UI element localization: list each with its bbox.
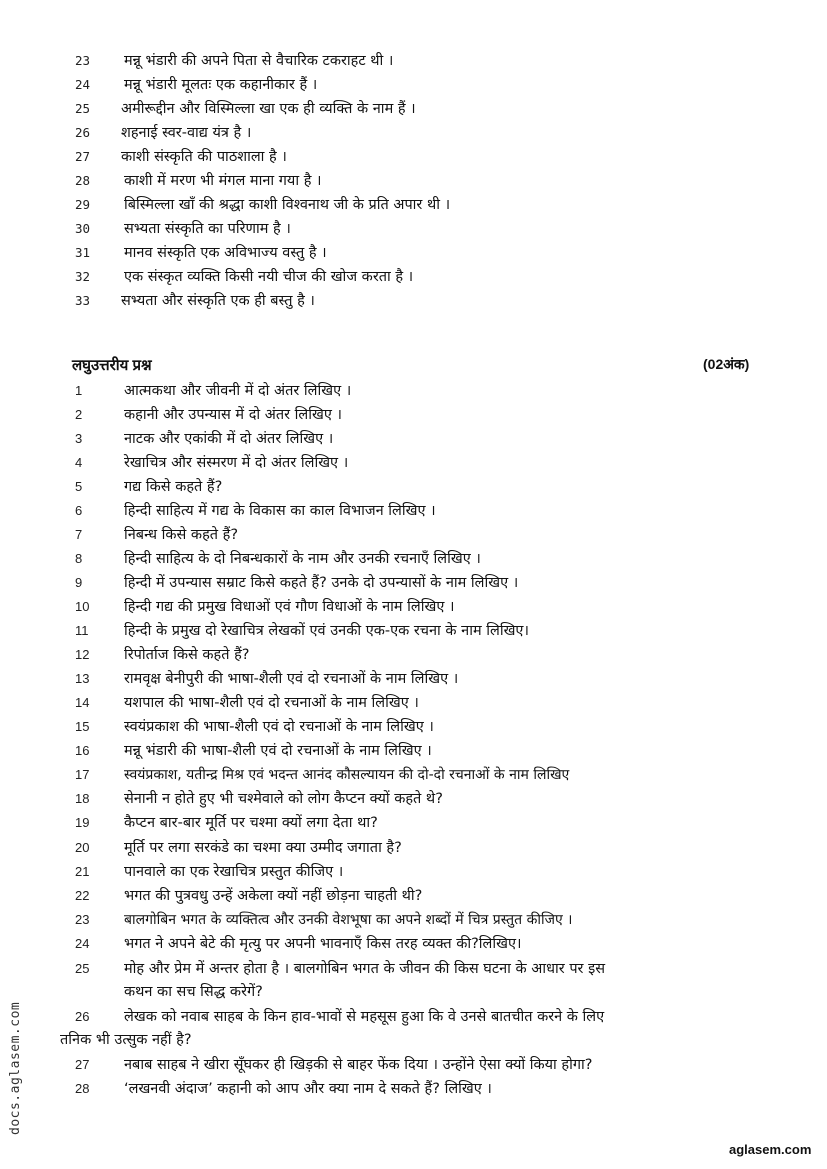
question-text: नबाब साहब ने खीरा सूँघकर ही खिड़की से बाहर फेंक दिया । उन्होंने ऐसा क्यों किया होगा? [124,1057,593,1073]
question-text: पानवाले का एक रेखाचित्र प्रस्तुत कीजिए । [124,864,344,880]
question-text: रेखाचित्र और संस्मरण में दो अंतर लिखिए । [124,455,349,471]
question-number: 14 [75,695,90,710]
question-item [0,595,827,619]
question-text: भगत ने अपने बेटे की मृत्यु पर अपनी भावनाएँ किस तरह व्यक्त की?लिखिए। [124,936,522,952]
question-number: 26 [75,1009,90,1024]
question-item [0,499,827,523]
question-text: हिन्दी साहित्य के दो निबन्धकारों के नाम और उनकी रचनाएँ लिखिए । [124,551,481,567]
question-number: 18 [75,791,90,806]
question-number: 9 [75,575,83,590]
question-number: 10 [75,599,90,614]
question-item [0,571,827,595]
question-number: 28 [75,1081,90,1096]
question-number: 8 [75,551,83,566]
question-item [0,739,827,763]
item-number: 25 [75,101,91,116]
list-item [0,289,827,313]
question-item [0,836,827,860]
item-number: 32 [75,269,91,284]
list-item [0,193,827,217]
question-text: मोह और प्रेम में अन्तर होता है । बालगोबिन भगत के जीवन की किस घटना के आधार पर इस [124,961,606,977]
item-text: अमीरूद्दीन और विस्मिल्ला खा एक ही व्यक्ति के नाम हैं । [121,101,416,117]
question-number: 6 [75,503,83,518]
item-number: 33 [75,293,91,308]
question-item [0,811,827,835]
list-item [0,73,827,97]
question-text: बालगोबिन भगत के व्यक्तित्व और उनकी वेशभूषा का अपने शब्दों में चित्र प्रस्तुत कीजिए । [124,912,573,928]
question-text: स्वयंप्रकाश, यतीन्द्र मिश्र एवं भदन्त आनंद कौसल्यायन की दो-दो रचनाओं के नाम लिखिए [124,767,570,783]
section-marks: (02अंक) [703,356,750,372]
question-number: 2 [75,407,83,422]
item-text: मन्नू भंडारी मूलतः एक कहानीकार हैं । [124,77,318,93]
item-number: 30 [75,221,91,236]
question-text: मूर्ति पर लगा सरकंडे का चश्मा क्या उम्मीद जगाता है? [124,840,402,856]
question-text: मन्नू भंडारी की भाषा-शैली एवं दो रचनाओं के नाम लिखिए । [124,743,432,759]
question-number: 11 [75,623,89,638]
item-number: 27 [75,149,91,164]
item-text: मानव संस्कृति एक अविभाज्य वस्तु है । [124,245,327,261]
question-text: नाटक और एकांकी में दो अंतर लिखिए । [124,431,334,447]
question-item [0,1005,827,1029]
question-item [0,884,827,908]
question-text: हिन्दी साहित्य में गद्य के विकास का काल विभाजन लिखिए । [124,503,436,519]
list-item [0,145,827,169]
question-text: यशपाल की भाषा-शैली एवं दो रचनाओं के नाम लिखिए । [124,695,419,711]
question-item [0,691,827,715]
item-text: एक संस्कृत व्यक्ति किसी नयी चीज की खोज करता है । [124,269,414,285]
item-text: काशी संस्कृति की पाठशाला है । [121,149,287,165]
question-item [0,427,827,451]
question-item [0,932,827,956]
question-item [0,475,827,499]
item-number: 29 [75,197,91,212]
question-item [0,379,827,403]
question-item [0,619,827,643]
question-text: गद्य किसे कहते हैं? [124,479,223,495]
question-item [0,715,827,739]
item-text: मन्नू भंडारी की अपने पिता से वैचारिक टकराहट थी । [124,53,394,69]
question-number: 20 [75,840,90,855]
list-item [0,97,827,121]
item-text: बिस्मिल्ला खाँ की श्रद्धा काशी विश्वनाथ जी के प्रति अपार थी । [124,197,451,213]
question-continuation [0,1028,827,1052]
question-item [0,667,827,691]
question-text: रिपोर्ताज किसे कहते हैं? [124,647,250,663]
item-number: 23 [75,53,91,68]
question-number: 23 [75,912,90,927]
question-number: 25 [75,961,90,976]
question-number: 15 [75,719,90,734]
question-text: हिन्दी गद्य की प्रमुख विधाओं एवं गौण विधाओं के नाम लिखिए । [124,599,455,615]
list-item [0,217,827,241]
question-number: 21 [75,864,90,879]
question-item [0,763,827,787]
question-text: सेनानी न होते हुए भी चश्मेवाले को लोग कैप्टन क्यों कहते थे? [124,791,443,807]
question-item [0,787,827,811]
question-item [0,643,827,667]
vertical-watermark: docs.aglasem.com [8,1001,23,1135]
question-number: 16 [75,743,90,758]
question-item [0,860,827,884]
question-text-continued: तनिक भी उत्सुक नहीं है? [60,1032,192,1048]
item-text: शहनाई स्वर-वाद्य यंत्र है । [121,125,252,141]
item-number: 24 [75,77,91,92]
question-number: 5 [75,479,83,494]
question-number: 17 [75,767,90,782]
list-item [0,169,827,193]
question-item [0,1053,827,1077]
item-number: 31 [75,245,91,260]
question-number: 22 [75,888,90,903]
question-item [0,547,827,571]
question-text: लेखक को नवाब साहब के किन हाव-भावों से महसूस हुआ कि वे उनसे बातचीत करने के लिए [124,1009,605,1025]
list-item [0,265,827,289]
question-text: भगत की पुत्रवधु उन्हें अकेला क्यों नहीं छोड़ना चाहती थी? [124,888,423,904]
question-number: 1 [75,383,83,398]
question-text: हिन्दी के प्रमुख दो रेखाचित्र लेखकों एवं उनकी एक-एक रचना के नाम लिखिए। [124,623,529,639]
question-continuation [0,980,827,1004]
question-text: रामवृक्ष बेनीपुरी की भाषा-शैली एवं दो रचनाओं के नाम लिखिए । [124,671,459,687]
question-number: 19 [75,815,90,830]
question-item [0,403,827,427]
question-text: निबन्ध किसे कहते हैं? [124,527,239,543]
question-number: 7 [75,527,83,542]
question-text: हिन्दी में उपन्यास सम्राट किसे कहते हैं? उनके दो उपन्यासों के नाम लिखिए । [124,575,519,591]
question-text: कहानी और उपन्यास में दो अंतर लिखिए । [124,407,342,423]
question-text-continued: कथन का सच सिद्ध करेगें? [124,984,263,1000]
item-text: काशी में मरण भी मंगल माना गया है । [124,173,322,189]
question-number: 24 [75,936,90,951]
item-number: 26 [75,125,91,140]
question-item [0,908,827,932]
question-text: आत्मकथा और जीवनी में दो अंतर लिखिए । [124,383,352,399]
item-text: सभ्यता और संस्कृति एक ही बस्तु है । [121,293,315,309]
question-item [0,523,827,547]
list-item [0,241,827,265]
footer-watermark: aglasem.com [729,1142,812,1157]
question-number: 27 [75,1057,90,1072]
question-item [0,451,827,475]
question-text: कैप्टन बार-बार मूर्ति पर चश्मा क्यों लगा देता था? [124,815,378,831]
section-heading: लघुउत्तरीय प्रश्न [72,357,152,374]
question-text: ‘लखनवी अंदाज’ कहानी को आप और क्या नाम दे सकते हैं? लिखिए । [124,1081,492,1097]
list-item [0,121,827,145]
question-number: 12 [75,647,90,662]
question-item [0,957,827,981]
question-number: 4 [75,455,83,470]
question-number: 3 [75,431,83,446]
list-item [0,49,827,73]
item-text: सभ्यता संस्कृति का परिणाम है । [124,221,291,237]
item-number: 28 [75,173,91,188]
question-number: 13 [75,671,90,686]
question-text: स्वयंप्रकाश की भाषा-शैली एवं दो रचनाओं के नाम लिखिए । [124,719,434,735]
question-item [0,1077,827,1101]
